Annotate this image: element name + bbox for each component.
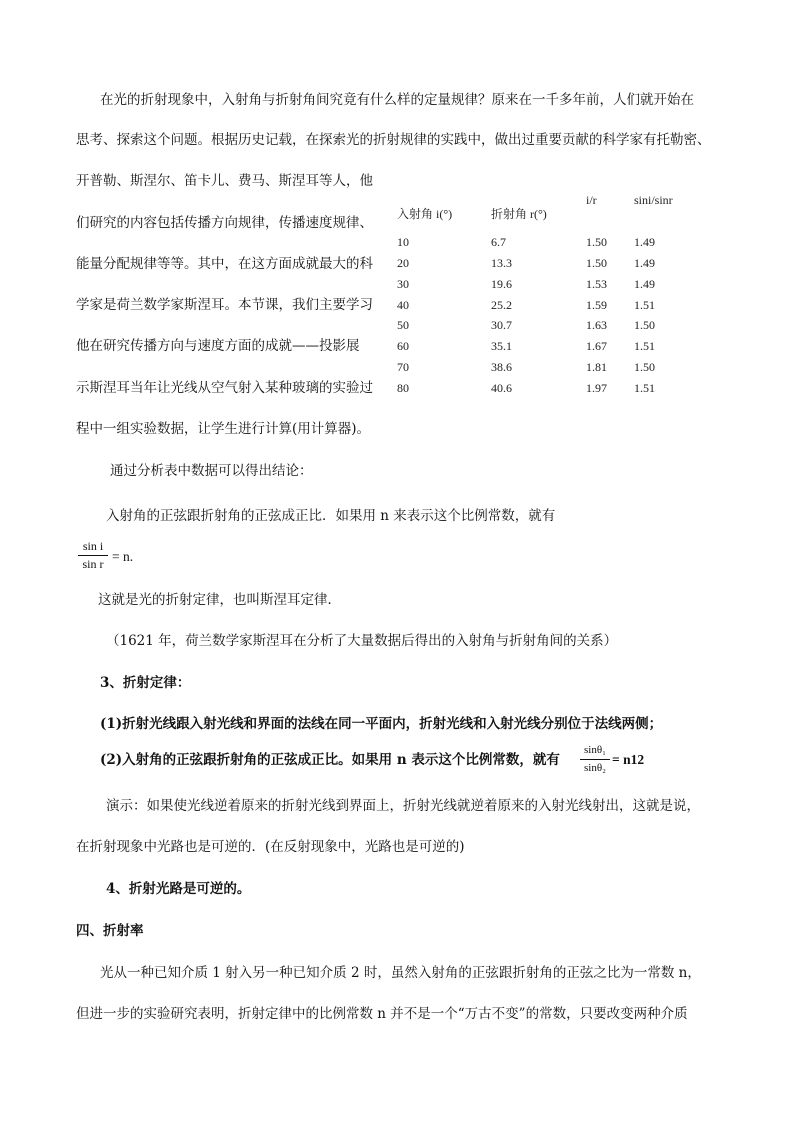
table-header-ratio: i/r [586,193,597,207]
table-cell: 40 [397,298,409,312]
refraction-line-1: 光从一种已知介质 1 射入另一种已知介质 2 时，虽然入射角的正弦跟折射角的正弦之比为一常数 n， [100,965,701,981]
table-cell: 1.50 [634,318,655,332]
table-cell: 1.49 [634,277,655,291]
part-4-heading: 四、折射率 [76,923,144,939]
formula-numerator: sin i [82,539,104,553]
table-cell: 1.97 [586,381,607,395]
law-item-1: (1)折射光线跟入射光线和界面的法线在同一平面内，折射光线和入射光线分别位于法线两侧； [100,716,663,732]
formula-numerator: sinθ₁ [584,744,606,756]
table-cell: 80 [397,381,409,395]
refraction-line-2: 但进一步的实验研究表明，折射定律中的比例常数 n 并不是一个“万古不变”的常数，只要改变两种介质 [76,1006,688,1022]
formula-sin-ratio [78,539,108,572]
table-cell: 30 [397,277,409,291]
table-cell: 1.67 [586,339,607,353]
formula-snell [580,743,610,776]
table-cell: 1.53 [586,277,607,291]
table-cell: 38.6 [491,360,512,374]
law-item-2: (2)入射角的正弦跟折射角的正弦成正比。如果用 n 表示这个比例常数，就有 [100,752,560,768]
table-cell: 19.6 [491,277,512,291]
table-cell: 1.49 [634,256,655,270]
table-cell: 10 [397,235,409,249]
table-cell: 1.51 [634,381,655,395]
table-cell: 35.1 [491,339,512,353]
ratio-statement: 入射角的正弦跟折射角的正弦成正比．如果用 n 来表示这个比例常数，就有 [106,508,556,524]
table-cell: 1.50 [586,235,607,249]
history-note: （1621 年，荷兰数学家斯涅耳在分析了大量数据后得出的入射角与折射角间的关系） [106,633,618,649]
formula-rhs: = n12 [612,752,645,767]
fraction-bar [78,555,108,556]
table-cell: 13.3 [491,256,512,270]
table-cell: 30.7 [491,318,512,332]
table-header-incidence: 入射角 i(°) [397,207,453,221]
intro-line-7: 他在研究传播方向与速度方面的成就——投影展 [76,338,360,354]
intro-line-1: 在光的折射现象中，入射角与折射角间究竟有什么样的定量规律？原来在一千多年前，人们就开始在 [100,92,694,108]
law-name: 这就是光的折射定律，也叫斯涅耳定律． [98,592,341,608]
table-cell: 40.6 [491,381,512,395]
table-cell: 1.50 [634,360,655,374]
fraction-bar [580,759,610,760]
formula-denominator: sin r [82,557,104,571]
intro-line-9: 程中一组实验数据，让学生进行计算(用计算器)。 [76,421,371,437]
intro-line-5: 能量分配规律等等。其中，在这方面成就最大的科 [76,256,373,272]
table-cell: 60 [397,339,409,353]
demo-line-1: 演示：如果使光线逆着原来的折射光线到界面上，折射光线就逆着原来的入射光线射出，这就是说， [106,798,700,814]
formula-denominator: sinθ₂ [584,762,606,774]
table-cell: 1.51 [634,339,655,353]
intro-line-3: 开普勒、斯涅尔、笛卡儿、费马、斯涅耳等人，他 [76,173,373,189]
intro-line-2: 思考、探索这个问题。根据历史记载，在探索光的折射规律的实践中，做出过重要贡献的科学家有托勒密、 [76,132,711,148]
intro-line-6: 学家是荷兰数学家斯涅耳。本节课，我们主要学习 [76,297,373,313]
demo-line-2: 在折射现象中光路也是可逆的．(在反射现象中，光路也是可逆的) [76,839,465,855]
analysis-text: 通过分析表中数据可以得出结论： [110,463,313,479]
table-cell: 1.81 [586,360,607,374]
section-4-title: 4、折射光路是可逆的。 [106,881,251,897]
formula-rhs: = n. [112,549,134,564]
table-header-refraction: 折射角 r(°) [491,207,547,221]
intro-line-4: 们研究的内容包括传播方向规律，传播速度规律、 [76,215,373,231]
intro-line-8: 示斯涅耳当年让光线从空气射入某种玻璃的实验过 [76,380,373,396]
table-cell: 20 [397,256,409,270]
table-cell: 6.7 [491,235,506,249]
table-cell: 25.2 [491,298,512,312]
section-3-title: 3、折射定律： [100,675,191,691]
table-cell: 1.63 [586,318,607,332]
table-cell: 50 [397,318,409,332]
table-cell: 1.49 [634,235,655,249]
table-header-sine-ratio: sini/sinr [634,193,673,207]
table-cell: 70 [397,360,409,374]
table-cell: 1.50 [586,256,607,270]
table-cell: 1.59 [586,298,607,312]
table-cell: 1.51 [634,298,655,312]
